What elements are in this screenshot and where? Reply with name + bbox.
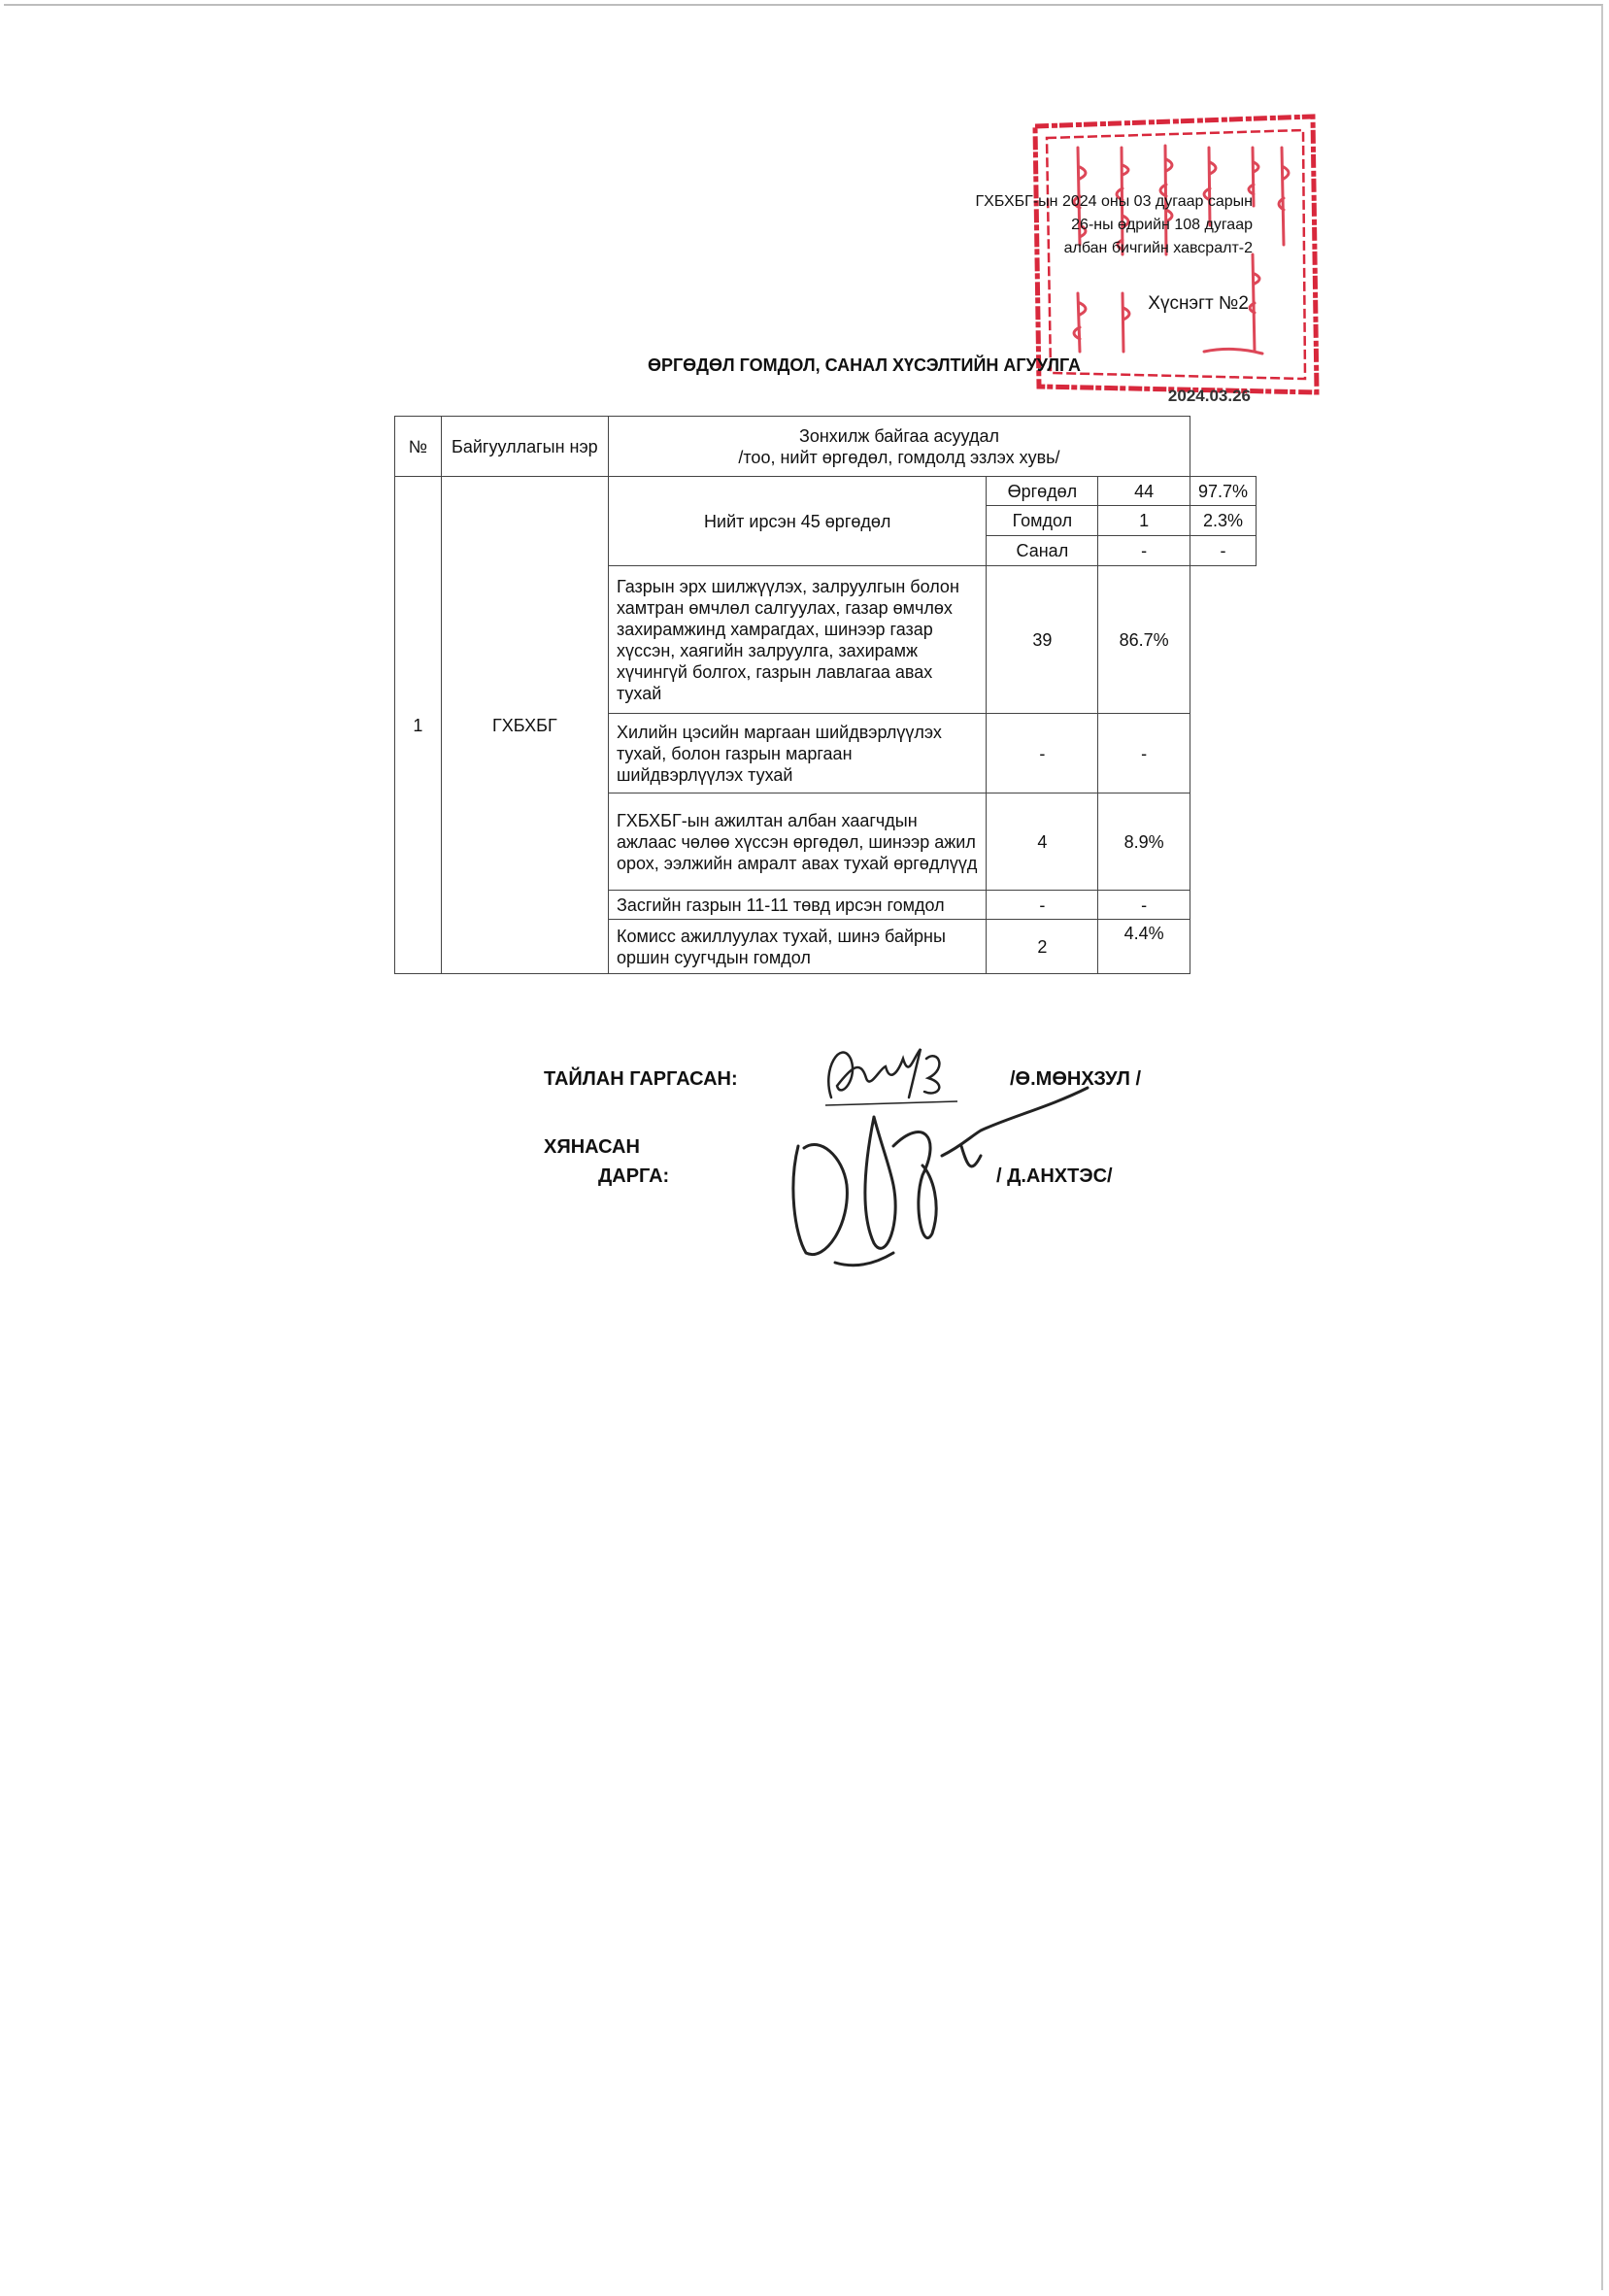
header-note <box>932 190 1253 260</box>
topic-text: Комисс ажиллуулах тухай, шинэ байрны оршин суугчдын гомдол <box>608 920 987 974</box>
reviewed-by-name: / Д.АНХТЭС/ <box>996 1165 1113 1187</box>
topic-percent: - <box>1098 714 1190 793</box>
reviewed-by-label: ХЯНАСАН <box>544 1136 640 1158</box>
header-issue-line: Зонхилж байгаа асуудал <box>798 425 999 446</box>
breakdown-percent: 2.3% <box>1190 506 1256 536</box>
topic-count: - <box>987 891 1098 920</box>
topic-count: 4 <box>987 793 1098 891</box>
topic-text: Хилийн цэсийн маргаан шийдвэрлүүлэх тухай, болон газрын маргаан шийдвэрлүүлэх тухай <box>608 714 987 793</box>
topic-count: 39 <box>987 566 1098 714</box>
total-label: Нийт ирсэн 45 өргөдөл <box>608 477 987 566</box>
header-note-line: 26-ны өдрийн 108 дугаар <box>1071 217 1253 233</box>
breakdown-type: Өргөдөл <box>987 477 1098 506</box>
org-name: ГХБХБГ <box>441 477 608 974</box>
row-number: 1 <box>395 477 442 974</box>
header-org: Байгууллагын нэр <box>441 417 608 477</box>
header-issue-line: /тоо, нийт өргөдөл, гомдолд эзлэх хувь/ <box>738 447 1060 467</box>
prepared-by-label: ТАЙЛАН ГАРГАСАН: <box>544 1068 738 1090</box>
topic-percent: 86.7% <box>1098 566 1190 714</box>
document-title: ӨРГӨДӨЛ ГОМДОЛ, САНАЛ ХҮСЭЛТИЙН АГУУЛГА <box>647 355 1082 375</box>
breakdown-count: - <box>1098 536 1190 566</box>
stamp-date: 2024.03.26 <box>1167 387 1251 405</box>
breakdown-percent: 97.7% <box>1190 477 1256 506</box>
header-note-line: албан бичгийн хавсралт-2 <box>1063 240 1253 256</box>
breakdown-count: 44 <box>1098 477 1190 506</box>
table-row <box>395 477 1257 506</box>
topic-text: Газрын эрх шилжүүлэх, залруулгын болон хамтран өмчлөл салгуулах, газар өмчлөх захирамжинд хамрагдах, шинээр газар хүссэн, хаягийн залруулга, захирамж хүчингүй болгох, газрын лавлагаа авах тухай <box>608 566 987 714</box>
topic-text: Засгийн газрын 11-11 төвд ирсэн гомдол <box>608 891 987 920</box>
breakdown-type: Гомдол <box>987 506 1098 536</box>
breakdown-percent: - <box>1190 536 1256 566</box>
table-header-row <box>395 417 1257 477</box>
reviewed-by-title: ДАРГА: <box>598 1165 670 1187</box>
topic-count: 2 <box>987 920 1098 974</box>
signature-reviewed-icon <box>777 1078 1097 1272</box>
prepared-by-name: /Ө.МӨНХЗУЛ / <box>1010 1068 1141 1090</box>
breakdown-count: 1 <box>1098 506 1190 536</box>
annex-label: Хүснэгт №2 <box>1148 293 1249 314</box>
topic-count: - <box>987 714 1098 793</box>
breakdown-type: Санал <box>987 536 1098 566</box>
topic-percent: 8.9% <box>1098 793 1190 891</box>
appeals-table <box>394 416 1257 974</box>
topic-percent: - <box>1098 891 1190 920</box>
header-no: № <box>395 417 442 477</box>
topic-percent: 4.4% <box>1098 920 1190 974</box>
topic-text: ГХБХБГ-ын ажилтан албан хаагчдын ажлаас чөлөө хүссэн өргөдөл, шинээр ажил орох, ээлжийн амралт авах тухай өргөдлүүд <box>608 793 987 891</box>
header-note-line: ГХБХБГ-ын 2024 оны 03 дугаар сарын <box>975 193 1253 210</box>
header-issue <box>608 417 1190 477</box>
